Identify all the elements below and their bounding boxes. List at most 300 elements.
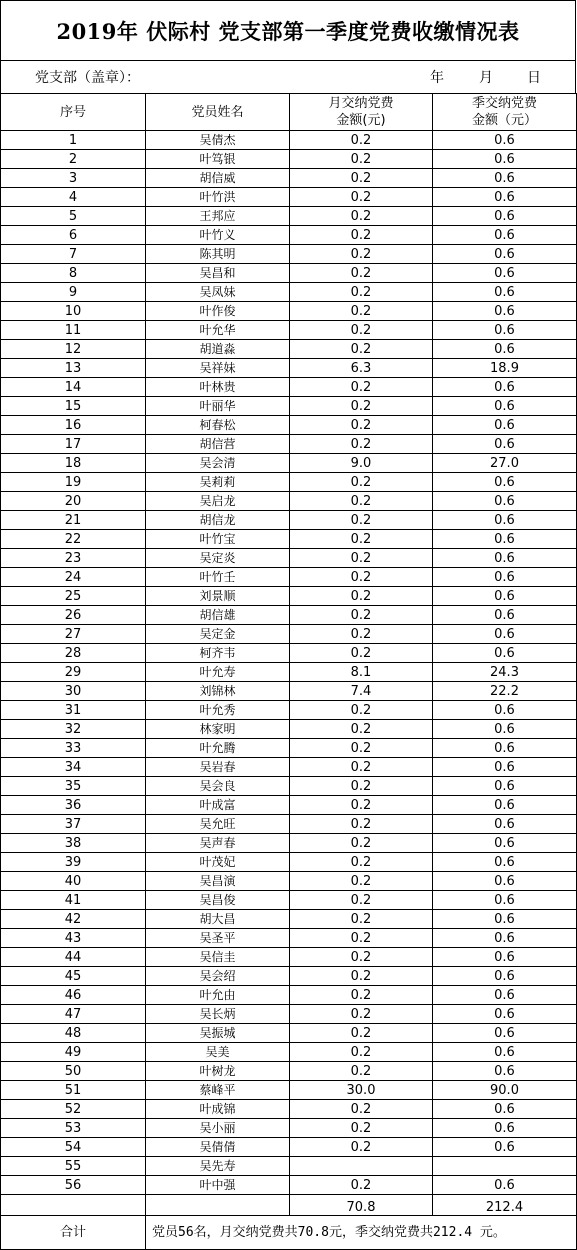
member-name-cell: 吴昌演 (146, 872, 290, 891)
header-quarterly-line1: 季交纳党费 (471, 96, 537, 111)
quarterly-dues-cell: 0.6 (433, 169, 577, 188)
sheet-subheader (0, 60, 576, 93)
monthly-dues-cell: 0.2 (290, 530, 433, 549)
member-name-cell: 吴祥妹 (146, 359, 290, 378)
table-row (1, 1157, 577, 1176)
table-header-row (1, 94, 577, 131)
member-name-cell: 吴会清 (146, 454, 290, 473)
header-monthly-line2: 金额(元) (336, 113, 386, 128)
monthly-dues-cell: 0.2 (290, 625, 433, 644)
member-name-cell: 吴启龙 (146, 492, 290, 511)
member-name-cell: 叶允秀 (146, 701, 290, 720)
member-name-cell: 胡道淼 (146, 340, 290, 359)
monthly-dues-cell: 0.2 (290, 1176, 433, 1195)
monthly-dues-cell: 0.2 (290, 568, 433, 587)
quarterly-dues-cell: 0.6 (433, 758, 577, 777)
row-no-cell: 31 (1, 701, 146, 720)
quarterly-dues-cell: 0.6 (433, 131, 577, 150)
quarterly-dues-cell: 0.6 (433, 207, 577, 226)
row-no-cell: 48 (1, 1024, 146, 1043)
table-row (1, 967, 577, 986)
row-no-cell: 18 (1, 454, 146, 473)
table-row (1, 1062, 577, 1081)
member-name-cell: 叶竹壬 (146, 568, 290, 587)
table-row (1, 207, 577, 226)
member-name-cell: 吴会绍 (146, 967, 290, 986)
member-name-cell: 吴圣平 (146, 929, 290, 948)
row-no-cell: 38 (1, 834, 146, 853)
table-row (1, 1081, 577, 1100)
row-no-cell: 10 (1, 302, 146, 321)
table-row (1, 359, 577, 378)
table-row (1, 796, 577, 815)
monthly-dues-cell: 0.2 (290, 758, 433, 777)
quarterly-dues-cell: 0.6 (433, 492, 577, 511)
row-no-cell: 36 (1, 796, 146, 815)
header-monthly (290, 94, 433, 131)
row-no-cell: 14 (1, 378, 146, 397)
total-blank-no (1, 1195, 146, 1216)
quarterly-dues-cell: 0.6 (433, 1005, 577, 1024)
row-no-cell: 30 (1, 682, 146, 701)
table-row (1, 1176, 577, 1195)
table-row (1, 644, 577, 663)
monthly-dues-cell: 0.2 (290, 511, 433, 530)
member-name-cell: 林家明 (146, 720, 290, 739)
table-row (1, 1119, 577, 1138)
member-name-cell: 叶允寿 (146, 663, 290, 682)
row-no-cell: 34 (1, 758, 146, 777)
member-name-cell: 吴昌俊 (146, 891, 290, 910)
quarterly-dues-cell: 0.6 (433, 321, 577, 340)
table-row (1, 929, 577, 948)
member-name-cell: 叶丽华 (146, 397, 290, 416)
monthly-dues-cell: 0.2 (290, 777, 433, 796)
monthly-dues-cell: 0.2 (290, 226, 433, 245)
row-no-cell: 43 (1, 929, 146, 948)
quarterly-dues-cell: 0.6 (433, 1100, 577, 1119)
year-label: 年 (430, 70, 444, 86)
quarterly-dues-cell: 0.6 (433, 1176, 577, 1195)
table-row (1, 226, 577, 245)
row-no-cell: 23 (1, 549, 146, 568)
table-row (1, 682, 577, 701)
quarterly-dues-cell: 0.6 (433, 1062, 577, 1081)
month-label: 月 (479, 70, 493, 86)
total-quarterly: 212.4 (433, 1195, 577, 1216)
monthly-dues-cell: 0.2 (290, 1100, 433, 1119)
quarterly-dues-cell: 90.0 (433, 1081, 577, 1100)
member-name-cell: 叶允由 (146, 986, 290, 1005)
table-row (1, 283, 577, 302)
row-no-cell: 40 (1, 872, 146, 891)
row-no-cell: 9 (1, 283, 146, 302)
table-row (1, 720, 577, 739)
quarterly-dues-cell: 0.6 (433, 967, 577, 986)
table-row (1, 188, 577, 207)
quarterly-dues-cell: 0.6 (433, 701, 577, 720)
table-row (1, 815, 577, 834)
monthly-dues-cell: 0.2 (290, 473, 433, 492)
table-row (1, 397, 577, 416)
monthly-dues-cell: 0.2 (290, 207, 433, 226)
table-row (1, 625, 577, 644)
row-no-cell: 15 (1, 397, 146, 416)
member-name-cell: 蔡峰平 (146, 1081, 290, 1100)
row-no-cell: 13 (1, 359, 146, 378)
quarterly-dues-cell: 0.6 (433, 1043, 577, 1062)
monthly-dues-cell: 0.2 (290, 948, 433, 967)
member-name-cell: 吴倩杰 (146, 131, 290, 150)
quarterly-dues-cell: 0.6 (433, 834, 577, 853)
monthly-dues-cell: 0.2 (290, 549, 433, 568)
monthly-dues-cell: 0.2 (290, 720, 433, 739)
table-row (1, 948, 577, 967)
table-row (1, 511, 577, 530)
branch-seal-label: 党支部（盖章）： (35, 70, 140, 86)
header-quarterly-line2: 金额（元） (471, 113, 537, 128)
member-name-cell: 叶竹义 (146, 226, 290, 245)
monthly-dues-cell: 0.2 (290, 1024, 433, 1043)
member-name-cell: 柯春松 (146, 416, 290, 435)
table-row (1, 777, 577, 796)
quarterly-dues-cell: 0.6 (433, 1024, 577, 1043)
quarterly-dues-cell: 0.6 (433, 910, 577, 929)
row-no-cell: 24 (1, 568, 146, 587)
monthly-dues-cell: 0.2 (290, 1005, 433, 1024)
monthly-dues-cell: 0.2 (290, 815, 433, 834)
table-row (1, 530, 577, 549)
row-no-cell: 6 (1, 226, 146, 245)
summary-row (1, 1216, 577, 1250)
row-no-cell: 28 (1, 644, 146, 663)
monthly-dues-cell: 9.0 (290, 454, 433, 473)
table-row (1, 701, 577, 720)
monthly-dues-cell: 0.2 (290, 340, 433, 359)
monthly-dues-cell: 0.2 (290, 587, 433, 606)
table-row (1, 587, 577, 606)
quarterly-dues-cell: 0.6 (433, 720, 577, 739)
table-row (1, 131, 577, 150)
table-row (1, 1005, 577, 1024)
monthly-dues-cell: 0.2 (290, 834, 433, 853)
header-no: 序号 (1, 94, 146, 131)
member-name-cell: 吴莉莉 (146, 473, 290, 492)
quarterly-dues-cell: 0.6 (433, 397, 577, 416)
table-row (1, 169, 577, 188)
quarterly-dues-cell: 0.6 (433, 853, 577, 872)
row-no-cell: 25 (1, 587, 146, 606)
member-name-cell: 叶茂妃 (146, 853, 290, 872)
table-row (1, 549, 577, 568)
row-no-cell: 39 (1, 853, 146, 872)
monthly-dues-cell: 0.2 (290, 1062, 433, 1081)
quarterly-dues-cell: 0.6 (433, 929, 577, 948)
monthly-dues-cell: 0.2 (290, 188, 433, 207)
quarterly-dues-cell: 0.6 (433, 340, 577, 359)
member-name-cell: 叶成锦 (146, 1100, 290, 1119)
member-name-cell: 叶中强 (146, 1176, 290, 1195)
table-row (1, 435, 577, 454)
table-row (1, 1024, 577, 1043)
row-no-cell: 33 (1, 739, 146, 758)
monthly-dues-cell: 0.2 (290, 739, 433, 758)
member-name-cell: 吴声春 (146, 834, 290, 853)
monthly-dues-cell: 0.2 (290, 853, 433, 872)
row-no-cell: 8 (1, 264, 146, 283)
monthly-dues-cell: 0.2 (290, 967, 433, 986)
monthly-dues-cell: 0.2 (290, 321, 433, 340)
table-row (1, 739, 577, 758)
quarterly-dues-cell: 0.6 (433, 815, 577, 834)
row-no-cell: 37 (1, 815, 146, 834)
member-name-cell: 胡大昌 (146, 910, 290, 929)
table-row (1, 340, 577, 359)
row-no-cell: 7 (1, 245, 146, 264)
table-row (1, 454, 577, 473)
table-row (1, 378, 577, 397)
member-name-cell: 刘锦林 (146, 682, 290, 701)
table-body (1, 131, 577, 1195)
total-monthly: 70.8 (290, 1195, 433, 1216)
row-no-cell: 5 (1, 207, 146, 226)
day-label: 日 (527, 70, 541, 86)
monthly-dues-cell (290, 1157, 433, 1176)
member-name-cell: 吴长炳 (146, 1005, 290, 1024)
quarterly-dues-cell: 0.6 (433, 891, 577, 910)
monthly-dues-cell: 0.2 (290, 644, 433, 663)
member-name-cell: 吴允旺 (146, 815, 290, 834)
quarterly-dues-cell: 0.6 (433, 777, 577, 796)
member-name-cell: 吴倩倩 (146, 1138, 290, 1157)
header-monthly-line1: 月交纳党费 (328, 96, 394, 111)
member-name-cell: 吴小丽 (146, 1119, 290, 1138)
member-name-cell: 王邦应 (146, 207, 290, 226)
row-no-cell: 53 (1, 1119, 146, 1138)
table-row (1, 416, 577, 435)
member-name-cell: 叶树龙 (146, 1062, 290, 1081)
row-no-cell: 2 (1, 150, 146, 169)
header-quarterly (433, 94, 577, 131)
quarterly-dues-cell: 0.6 (433, 625, 577, 644)
quarterly-dues-cell: 0.6 (433, 872, 577, 891)
monthly-dues-cell: 0.2 (290, 796, 433, 815)
monthly-dues-cell: 0.2 (290, 701, 433, 720)
member-name-cell: 吴会良 (146, 777, 290, 796)
monthly-dues-cell: 0.2 (290, 245, 433, 264)
table-row (1, 910, 577, 929)
member-name-cell: 吴昌和 (146, 264, 290, 283)
member-name-cell: 吴定金 (146, 625, 290, 644)
row-no-cell: 50 (1, 1062, 146, 1081)
table-row (1, 663, 577, 682)
member-name-cell: 吴信圭 (146, 948, 290, 967)
member-name-cell: 吴先寿 (146, 1157, 290, 1176)
monthly-dues-cell: 30.0 (290, 1081, 433, 1100)
table-row (1, 606, 577, 625)
row-no-cell: 32 (1, 720, 146, 739)
summary-text: 党员56名，月交纳党费共70.8元，季交纳党费共212.4 元。 (146, 1216, 577, 1250)
quarterly-dues-cell: 0.6 (433, 568, 577, 587)
row-no-cell: 27 (1, 625, 146, 644)
quarterly-dues-cell: 0.6 (433, 511, 577, 530)
table-row (1, 758, 577, 777)
member-name-cell: 刘景顺 (146, 587, 290, 606)
member-name-cell: 陈其明 (146, 245, 290, 264)
monthly-dues-cell: 0.2 (290, 283, 433, 302)
row-no-cell: 51 (1, 1081, 146, 1100)
table-row (1, 302, 577, 321)
monthly-dues-cell: 0.2 (290, 891, 433, 910)
monthly-dues-cell: 0.2 (290, 986, 433, 1005)
member-name-cell: 吴振城 (146, 1024, 290, 1043)
row-no-cell: 46 (1, 986, 146, 1005)
row-no-cell: 1 (1, 131, 146, 150)
table-row (1, 150, 577, 169)
summary-label: 合计 (1, 1216, 146, 1250)
row-no-cell: 3 (1, 169, 146, 188)
member-name-cell: 叶允腾 (146, 739, 290, 758)
row-no-cell: 26 (1, 606, 146, 625)
total-blank-name (146, 1195, 290, 1216)
row-no-cell: 44 (1, 948, 146, 967)
quarterly-dues-cell: 0.6 (433, 302, 577, 321)
monthly-dues-cell: 0.2 (290, 929, 433, 948)
table-row (1, 492, 577, 511)
member-name-cell: 胡信龙 (146, 511, 290, 530)
member-name-cell: 吴凤妹 (146, 283, 290, 302)
monthly-dues-cell: 6.3 (290, 359, 433, 378)
row-no-cell: 41 (1, 891, 146, 910)
monthly-dues-cell: 0.2 (290, 150, 433, 169)
member-name-cell: 叶竹洪 (146, 188, 290, 207)
quarterly-dues-cell: 0.6 (433, 226, 577, 245)
row-no-cell: 17 (1, 435, 146, 454)
row-no-cell: 4 (1, 188, 146, 207)
row-no-cell: 42 (1, 910, 146, 929)
table-row (1, 1138, 577, 1157)
row-no-cell: 56 (1, 1176, 146, 1195)
row-no-cell: 47 (1, 1005, 146, 1024)
monthly-dues-cell: 8.1 (290, 663, 433, 682)
member-name-cell: 胡信威 (146, 169, 290, 188)
monthly-dues-cell: 0.2 (290, 169, 433, 188)
table-row (1, 473, 577, 492)
monthly-dues-cell: 0.2 (290, 1119, 433, 1138)
quarterly-dues-cell: 0.6 (433, 606, 577, 625)
sheet-title: 2019年 伏际村 党支部第一季度党费收缴情况表 (0, 0, 576, 61)
quarterly-dues-cell: 0.6 (433, 188, 577, 207)
header-name: 党员姓名 (146, 94, 290, 131)
row-no-cell: 29 (1, 663, 146, 682)
table-row (1, 264, 577, 283)
member-name-cell: 叶允华 (146, 321, 290, 340)
member-name-cell: 柯齐韦 (146, 644, 290, 663)
row-no-cell: 35 (1, 777, 146, 796)
quarterly-dues-cell: 0.6 (433, 644, 577, 663)
table-row (1, 245, 577, 264)
quarterly-dues-cell: 0.6 (433, 264, 577, 283)
monthly-dues-cell: 0.2 (290, 606, 433, 625)
row-no-cell: 21 (1, 511, 146, 530)
quarterly-dues-cell: 0.6 (433, 530, 577, 549)
quarterly-dues-cell: 0.6 (433, 587, 577, 606)
monthly-dues-cell: 0.2 (290, 397, 433, 416)
monthly-dues-cell: 0.2 (290, 910, 433, 929)
table-row (1, 834, 577, 853)
member-name-cell: 胡信营 (146, 435, 290, 454)
quarterly-dues-cell: 0.6 (433, 796, 577, 815)
quarterly-dues-cell: 0.6 (433, 283, 577, 302)
table-row (1, 986, 577, 1005)
quarterly-dues-cell: 0.6 (433, 378, 577, 397)
row-no-cell: 11 (1, 321, 146, 340)
row-no-cell: 19 (1, 473, 146, 492)
quarterly-dues-cell (433, 1157, 577, 1176)
table-row (1, 1100, 577, 1119)
row-no-cell: 45 (1, 967, 146, 986)
table-row (1, 891, 577, 910)
table-row (1, 872, 577, 891)
monthly-dues-cell: 0.2 (290, 1138, 433, 1157)
row-no-cell: 52 (1, 1100, 146, 1119)
member-name-cell: 叶作俊 (146, 302, 290, 321)
monthly-dues-cell: 0.2 (290, 492, 433, 511)
monthly-dues-cell: 0.2 (290, 378, 433, 397)
quarterly-dues-cell: 0.6 (433, 1138, 577, 1157)
quarterly-dues-cell: 0.6 (433, 986, 577, 1005)
quarterly-dues-cell: 0.6 (433, 473, 577, 492)
monthly-dues-cell: 0.2 (290, 131, 433, 150)
quarterly-dues-cell: 27.0 (433, 454, 577, 473)
member-name-cell: 吴定炎 (146, 549, 290, 568)
monthly-dues-cell: 0.2 (290, 1043, 433, 1062)
member-name-cell: 叶林贵 (146, 378, 290, 397)
table-row (1, 853, 577, 872)
member-name-cell: 叶笃银 (146, 150, 290, 169)
table-row (1, 1043, 577, 1062)
member-name-cell: 吴岩春 (146, 758, 290, 777)
quarterly-dues-cell: 0.6 (433, 1119, 577, 1138)
row-no-cell: 20 (1, 492, 146, 511)
member-name-cell: 叶成富 (146, 796, 290, 815)
quarterly-dues-cell: 0.6 (433, 150, 577, 169)
row-no-cell: 16 (1, 416, 146, 435)
row-no-cell: 55 (1, 1157, 146, 1176)
row-no-cell: 12 (1, 340, 146, 359)
member-name-cell: 叶竹宝 (146, 530, 290, 549)
dues-table (0, 93, 577, 1250)
row-no-cell: 54 (1, 1138, 146, 1157)
row-no-cell: 49 (1, 1043, 146, 1062)
quarterly-dues-cell: 0.6 (433, 245, 577, 264)
member-name-cell: 胡信雄 (146, 606, 290, 625)
member-name-cell: 吴美 (146, 1043, 290, 1062)
monthly-dues-cell: 0.2 (290, 264, 433, 283)
monthly-dues-cell: 0.2 (290, 872, 433, 891)
table-row (1, 321, 577, 340)
monthly-dues-cell: 0.2 (290, 302, 433, 321)
monthly-dues-cell: 0.2 (290, 416, 433, 435)
monthly-dues-cell: 0.2 (290, 435, 433, 454)
quarterly-dues-cell: 0.6 (433, 435, 577, 454)
quarterly-dues-cell: 24.3 (433, 663, 577, 682)
row-no-cell: 22 (1, 530, 146, 549)
total-row (1, 1195, 577, 1216)
quarterly-dues-cell: 18.9 (433, 359, 577, 378)
quarterly-dues-cell: 0.6 (433, 416, 577, 435)
quarterly-dues-cell: 0.6 (433, 549, 577, 568)
